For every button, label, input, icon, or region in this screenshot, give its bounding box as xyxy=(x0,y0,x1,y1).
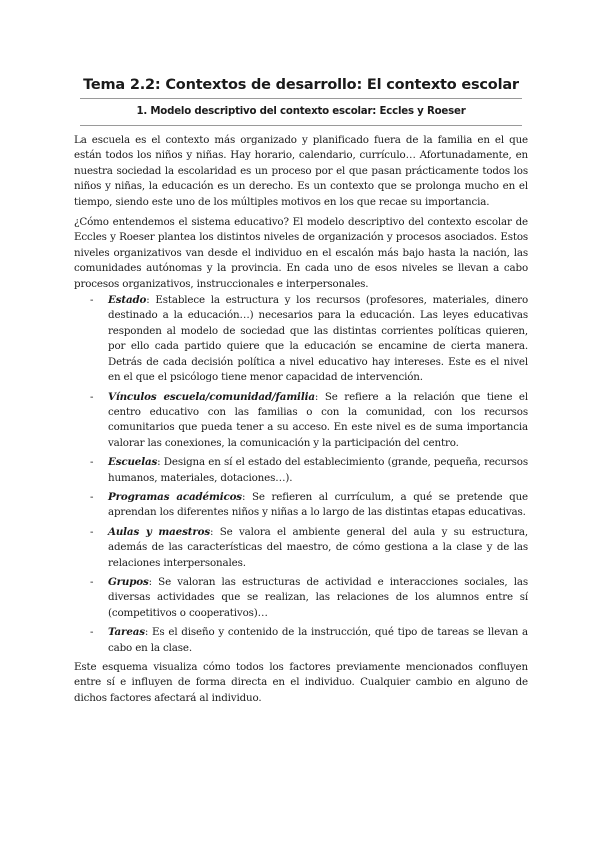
level-term: Programas académicos xyxy=(108,490,242,503)
list-item-programas xyxy=(90,490,529,521)
model-paragraph: ¿Cómo entendemos el sistema educativo? El modelo descriptivo del contexto escolar de Eccles y Roeser plantea los distintos niveles de organización y procesos asociados. Estos niveles organizativos van desde el individuo en el escalón más bajo hasta la nación, las comunidades autónomas y la provincia. En cada uno de esos niveles se llevan a cabo procesos organizativos, instruccionales e interpersonales. xyxy=(74,216,528,290)
level-term: Escuelas xyxy=(108,456,158,469)
level-description: : Se refieren al currículum, a qué se pretende que aprendan los diferentes niños y niñas a lo largo de las distintas etapas educativas. xyxy=(108,490,529,519)
level-term: Grupos xyxy=(108,575,149,588)
bullet-dash: - xyxy=(90,626,94,639)
level-description: : Se refiere a la relación que tiene el centro educativo con las familias o con la comunidad, con los recursos comunitarios que pueda tener a su acceso. En este nivel es de suma importancia valorar las conexiones, la comunicación y la participación del centro. xyxy=(108,390,529,449)
closing-paragraph: Este esquema visualiza cómo todos los factores previamente mencionados confluyen entre sí e influyen de forma directa en el individuo. Cualquier cambio en alguno de dichos factores afectará al individuo. xyxy=(74,661,528,704)
list-item-aulas xyxy=(90,525,528,571)
level-description: : Designa en sí el estado del establecimiento (grande, pequeña, recursos humanos, materiales, dotaciones…). xyxy=(108,456,528,484)
level-description: : Se valora el ambiente general del aula y su estructura, además de las características del maestro, de cómo gestiona a la clase y de las relaciones interpersonales. xyxy=(108,525,528,569)
section-title: 1. Modelo descriptivo del contexto escolar: Eccles y Roeser xyxy=(136,106,466,117)
list-item-escuelas xyxy=(90,455,528,486)
level-description: : Es el diseño y contenido de la instrucción, qué tipo de tareas se llevan a cabo en la clase. xyxy=(108,626,528,654)
level-term: Aulas y maestros xyxy=(108,525,210,538)
list-item-grupos xyxy=(90,575,528,621)
bullet-dash: - xyxy=(90,490,94,503)
list-item-vinculos xyxy=(90,390,529,452)
bullet-dash: - xyxy=(90,456,94,469)
level-description: : Se valoran las estructuras de actividad e interacciones sociales, las diversas actividades que se realizan, las relaciones de los alumnos entre sí (competitivos o cooperativos)… xyxy=(108,575,528,619)
bullet-dash: - xyxy=(90,575,94,588)
bullet-dash: - xyxy=(90,390,94,403)
page-title: Tema 2.2: Contextos de desarrollo: El contexto escolar xyxy=(83,77,519,93)
list-item-estado xyxy=(90,293,528,385)
bullet-dash: - xyxy=(90,294,94,307)
document-page xyxy=(74,72,528,706)
level-term: Estado xyxy=(108,294,147,307)
levels-list xyxy=(74,293,528,656)
level-description: : Establece la estructura y los recursos (profesores, materiales, dinero destinado a la educación…) necesarios para la educación. Las leyes educativas responden al modelo de sociedad que las distintas corrientes políticas quieren, por ello cada partido quiere que la educación se encamine de cierta manera. Detrás de cada decisión política a nivel educativo hay intereses. Este es el nivel en el que el psicólogo tiene menor capacidad de intervención. xyxy=(108,294,528,384)
intro-paragraph: La escuela es el contexto más organizado y planificado fuera de la familia en el que están todos los niños y niñas. Hay horario, calendario, currículo… Afortunadamente, en nuestra sociedad la escolaridad es un proceso por el que pasan prácticamente todos los niños y niñas, la educación es un derecho. Es un contexto que se prolonga mucho en el tiempo, siendo este uno de los múltiples motivos en los que recae su importancia. xyxy=(74,134,528,208)
divider xyxy=(80,125,522,126)
level-term: Tareas xyxy=(108,626,145,639)
list-item-tareas xyxy=(90,625,528,656)
level-term: Vínculos escuela/comunidad/familia xyxy=(108,390,315,403)
bullet-dash: - xyxy=(90,525,94,538)
